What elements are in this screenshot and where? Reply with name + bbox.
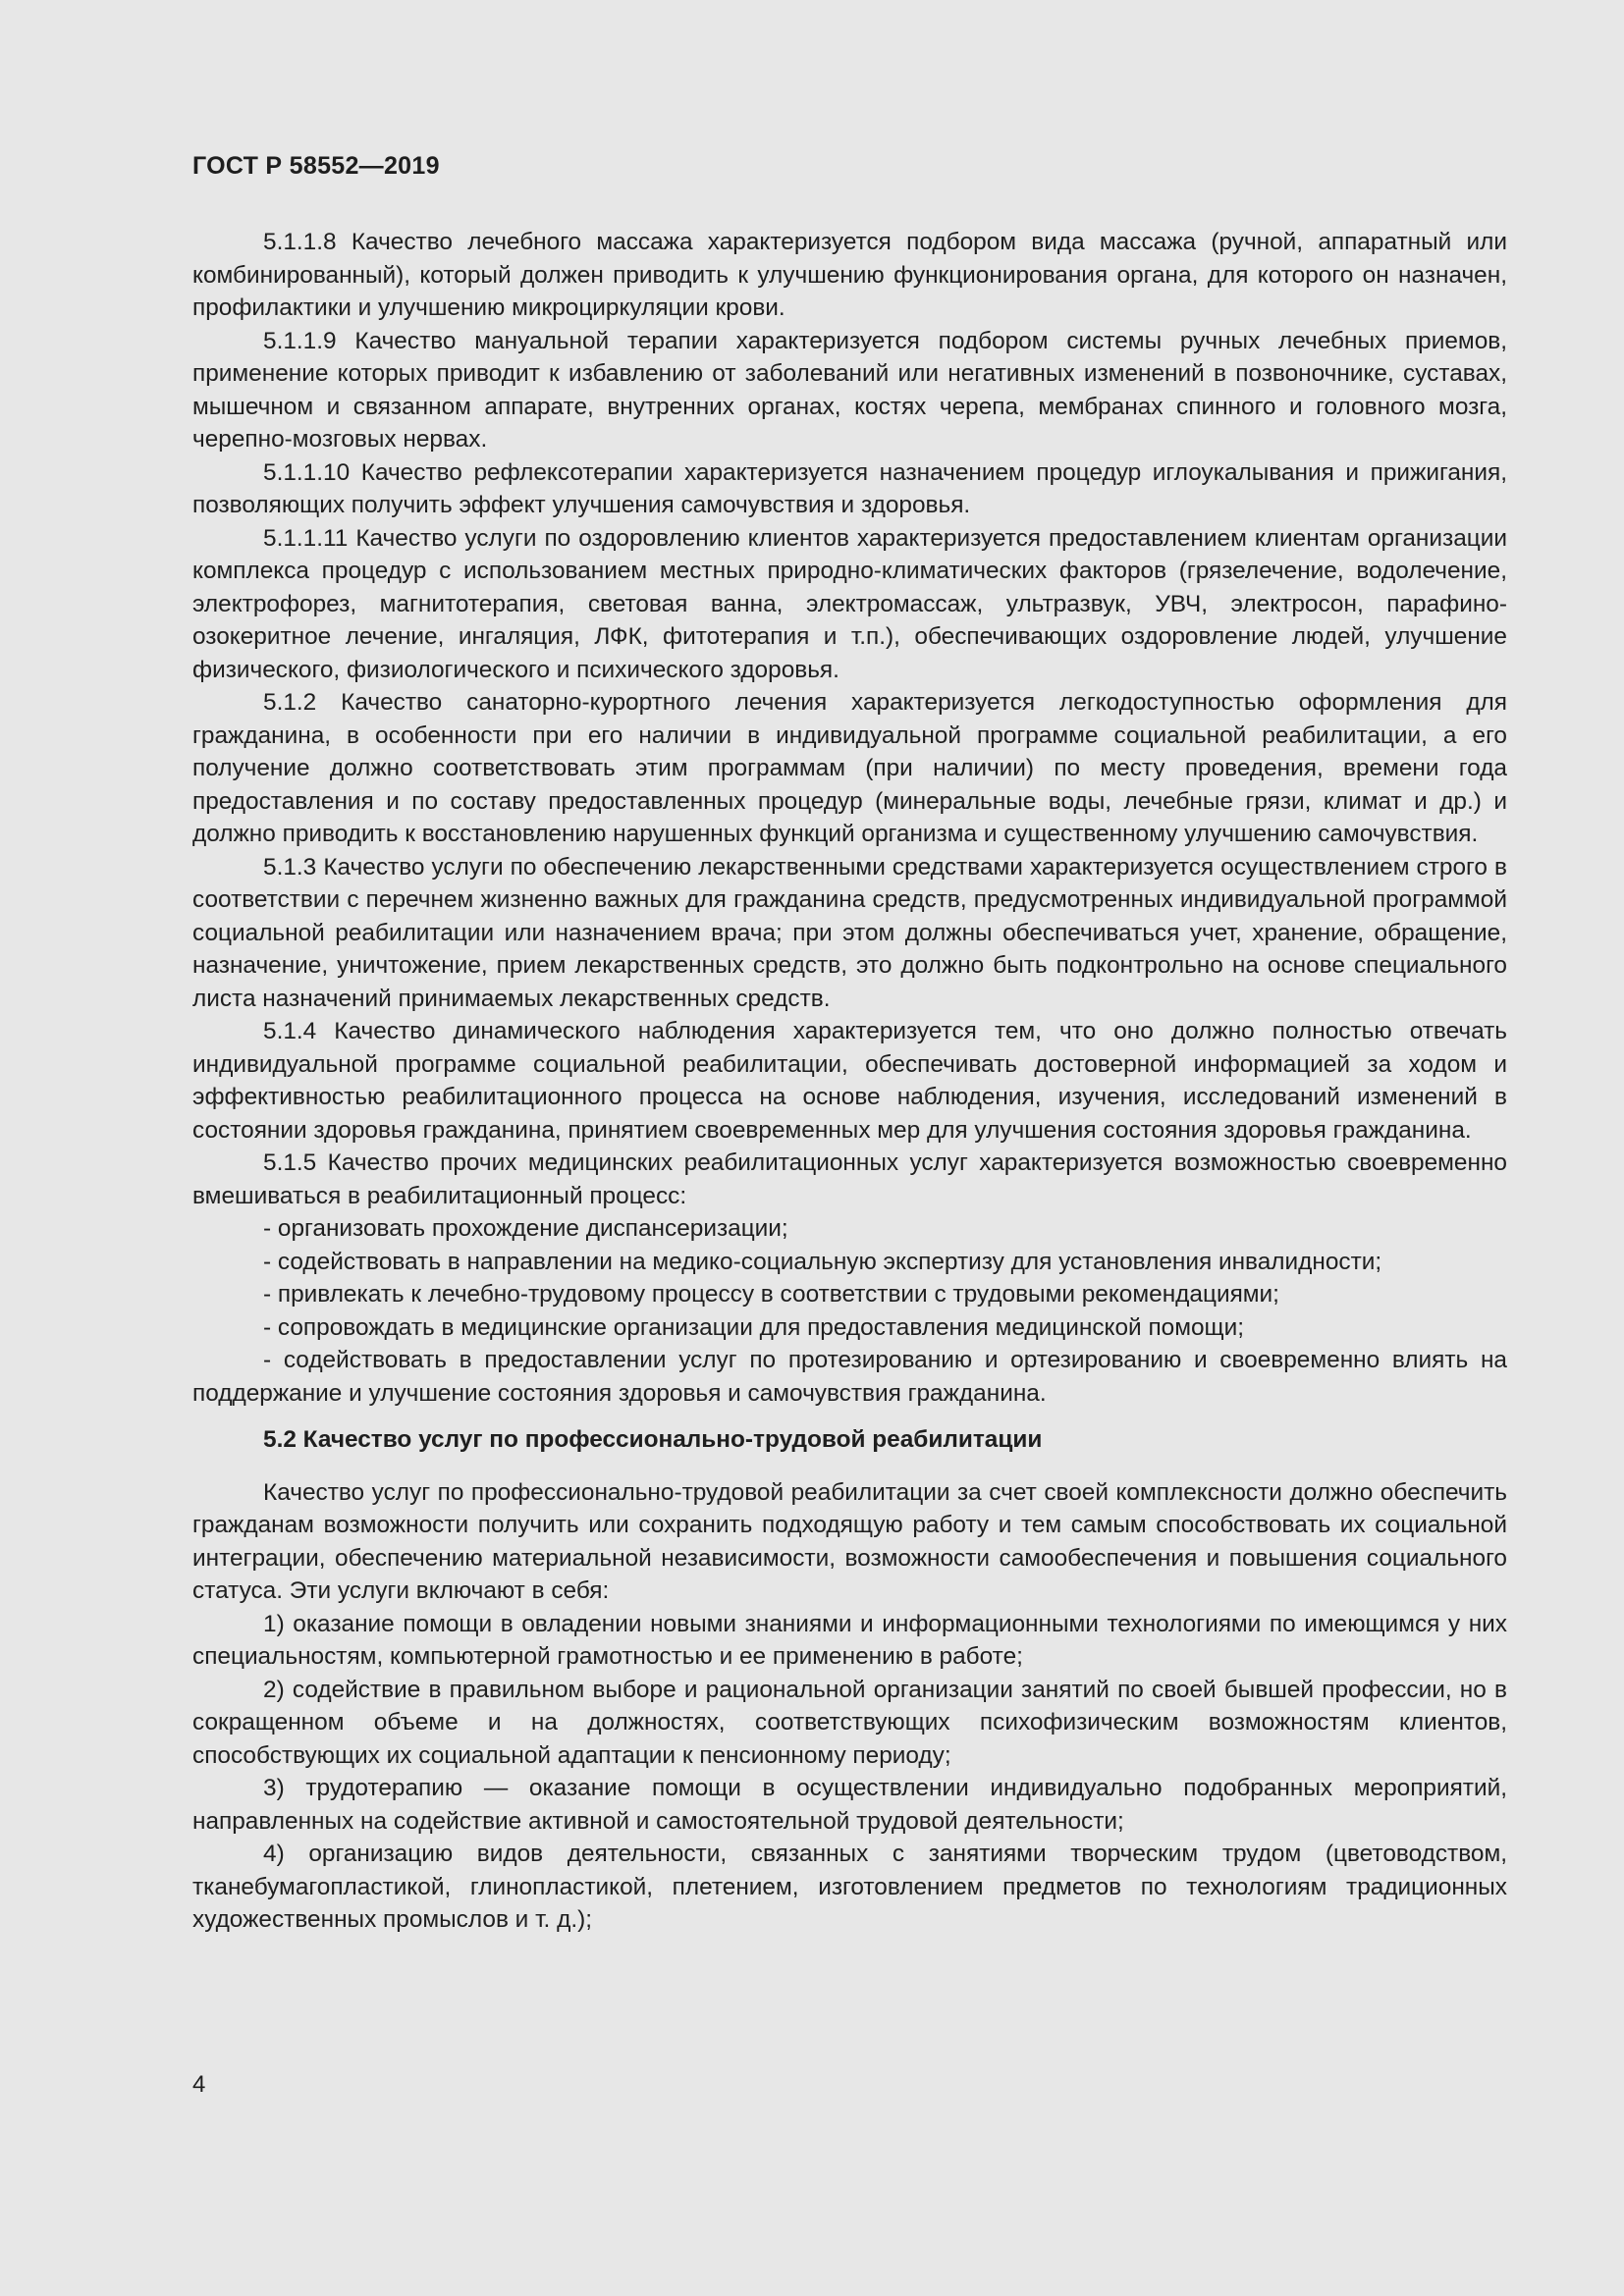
paragraph-5-1-1-10: 5.1.1.10 Качество рефлексотерапии характеризуется назначением процедур иглоукалывания и прижигания, позволяющих получить эффект улучшения самочувствия и здоровья. xyxy=(192,458,1507,518)
dash-list-item: - привлекать к лечебно-трудовому процессу в соответствии с трудовыми рекомендациями; xyxy=(263,1281,1279,1308)
paragraph-5-1-1-9: 5.1.1.9 Качество мануальной терапии характеризуется подбором системы ручных лечебных приемов, применение которых приводит к избавлению от заболеваний или негативных изменений в позвоночнике, суставах, мышечном и связанном аппарате, внутренних органах, костях черепа, мембранах спинного и головного мозга, черепно-мозговых нервах. xyxy=(192,327,1507,453)
dash-list-item: - сопровождать в медицинские организации для предоставления медицинской помощи; xyxy=(263,1313,1245,1341)
section-heading-5-2: 5.2 Качество услуг по профессионально-трудовой реабилитации xyxy=(263,1426,1043,1453)
numbered-list-item: 3) трудотерапию — оказание помощи в осуществлении индивидуально подобранных мероприятий, направленных на содействие активной и самостоятельной трудовой деятельности; xyxy=(192,1775,1507,1835)
numbered-list-item: 2) содействие в правильном выборе и рациональной организации занятий по своей бывшей профессии, но в сокращенном объеме и на должностях, соответствующих психофизическим возможностям клиентов, способствующих их социальной адаптации к пенсионному периоду; xyxy=(192,1676,1507,1769)
numbered-list-item: 1) оказание помощи в овладении новыми знаниями и информационными технологиями по имеющимся у них специальностям, компьютерной грамотностью и ее применению в работе; xyxy=(192,1610,1507,1670)
section-5-2-intro: Качество услуг по профессионально-трудовой реабилитации за счет своей комплексности должно обеспечить гражданам возможности получить или сохранить подходящую работу и тем самым способствовать их социальной интеграции, обеспечению материальной независимости, возможности самообеспечения и повышения социального статуса. Эти услуги включают в себя: xyxy=(192,1478,1507,1604)
document-code-header: ГОСТ Р 58552—2019 xyxy=(192,152,440,180)
numbered-list-item: 4) организацию видов деятельности, связанных с занятиями творческим трудом (цветоводством, тканебумагопластикой, глинопластикой, плетением, изготовлением предметов по технологиям традиционных художественных промыслов и т. д.); xyxy=(192,1841,1507,1933)
paragraph-5-1-1-8: 5.1.1.8 Качество лечебного массажа характеризуется подбором вида массажа (ручной, аппаратный или комбинированный), который должен приводить к улучшению функционирования органа, для которого он назначен, профилактики и улучшению микроциркуляции крови. xyxy=(192,229,1507,321)
paragraph-5-1-5: 5.1.5 Качество прочих медицинских реабилитационных услуг характеризуется возможностью своевременно вмешиваться в реабилитационный процесс: xyxy=(192,1149,1507,1209)
page-number: 4 xyxy=(192,2071,206,2098)
dash-list-item: - содействовать в предоставлении услуг по протезированию и ортезированию и своевременно влиять на поддержание и улучшение состояния здоровья и самочувствия гражданина. xyxy=(192,1347,1507,1407)
paragraph-5-1-4: 5.1.4 Качество динамического наблюдения характеризуется тем, что оно должно полностью отвечать индивидуальной программе социальной реабилитации, обеспечивать достоверной информацией за ходом и эффективностью реабилитационного процесса на основе наблюдения, изучения, исследований изменений в состоянии здоровья гражданина, принятием своевременных мер для улучшения состояния здоровья гражданина. xyxy=(192,1018,1507,1144)
dash-list-item: - содействовать в направлении на медико-социальную экспертизу для установления инвалидности; xyxy=(263,1248,1382,1275)
paragraph-5-1-1-11: 5.1.1.11 Качество услуги по оздоровлению клиентов характеризуется предоставлением клиентам организации комплекса процедур с использованием местных природно-климатических факторов (грязелечение, водолечение, электрофорез, магнитотерапия, световая ванна, электромассаж, ультразвук, УВЧ, электросон, парафино-озокеритное лечение, ингаляция, ЛФК, фитотерапия и т.п.), обеспечивающих оздоровление людей, улучшение физического, физиологического и психического здоровья. xyxy=(192,524,1507,683)
paragraph-5-1-3: 5.1.3 Качество услуги по обеспечению лекарственными средствами характеризуется осуществлением строго в соответствии с перечнем жизненно важных для гражданина средств, предусмотренных индивидуальной программой социальной реабилитации или назначением врача; при этом должны обеспечиваться учет, хранение, обращение, назначение, уничтожение, прием лекарственных средств, это должно быть подконтрольно на основе специального листа назначений принимаемых лекарственных средств. xyxy=(192,853,1507,1012)
page-content xyxy=(192,226,1507,1937)
paragraph-5-1-2: 5.1.2 Качество санаторно-курортного лечения характеризуется легкодоступностью оформления для гражданина, в особенности при его наличии в индивидуальной программе социальной реабилитации, а его получение должно соответствовать этим программам (при наличии) по месту проведения, времени года предоставления и по составу предоставленных процедур (минеральные воды, лечебные грязи, климат и др.) и должно приводить к восстановлению нарушенных функций организма и существенному улучшению самочувствия. xyxy=(192,689,1507,847)
dash-list-item: - организовать прохождение диспансеризации; xyxy=(263,1215,788,1242)
